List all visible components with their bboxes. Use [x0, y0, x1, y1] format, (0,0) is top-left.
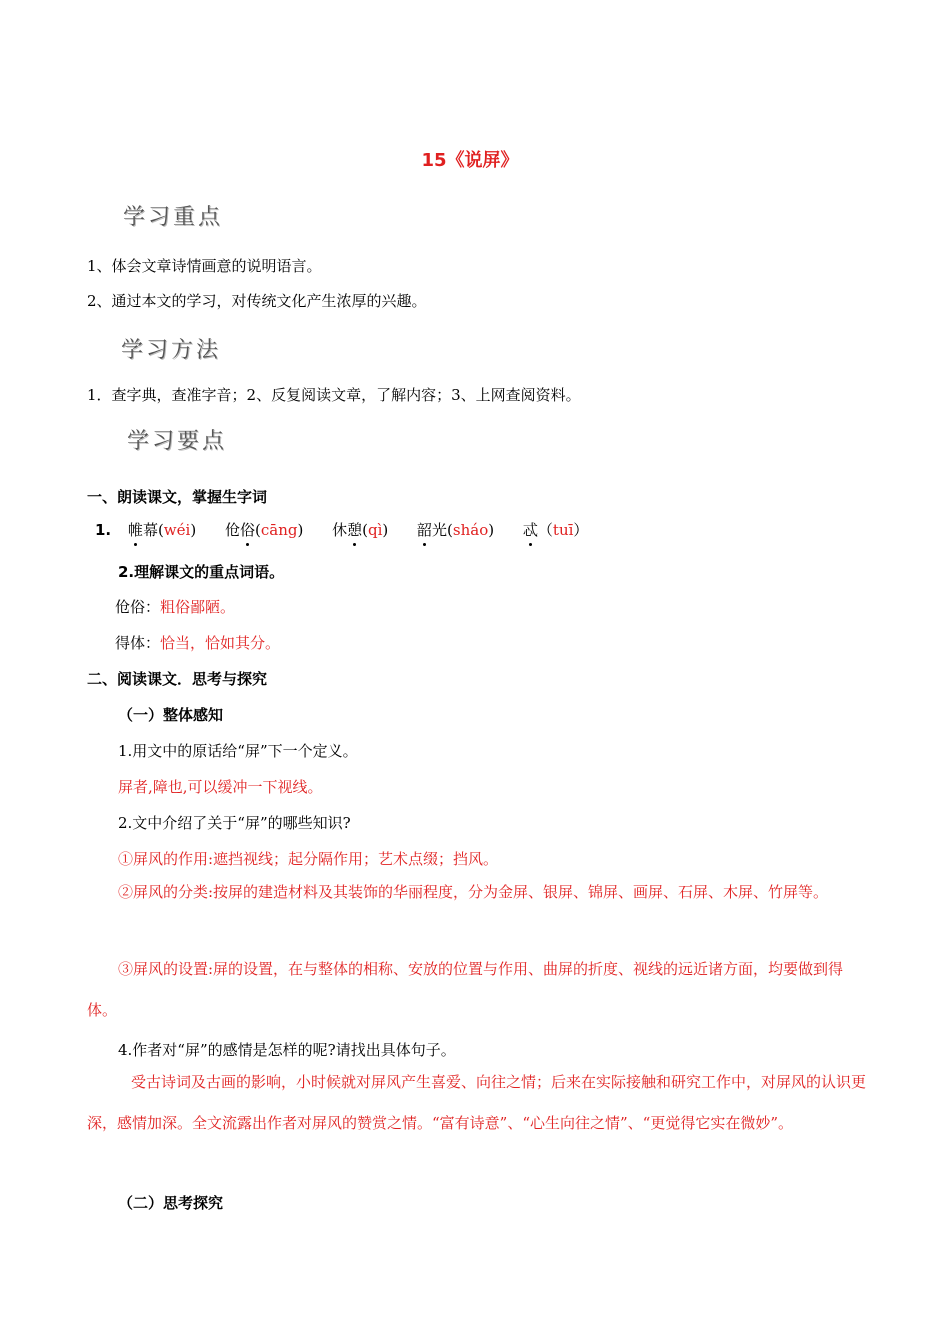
term-row-1: [115, 596, 235, 617]
section-heading-points: 学习要点: [127, 429, 228, 454]
answer-1: 屏者,障也,可以缓冲一下视线。: [118, 778, 323, 796]
question-4: 4.作者对“屏”的感情是怎样的呢?请找出具体句子。: [118, 1041, 456, 1059]
page-title: 15《说屏》: [421, 150, 519, 171]
term-row-2: [115, 632, 280, 653]
term-meaning: 恰当，恰如其分。: [160, 634, 281, 652]
part1-heading: 一、朗读课文，掌握生字词: [87, 488, 268, 506]
section-heading-method: 学习方法: [121, 338, 222, 363]
part1-sub2-heading: 2.理解课文的重点词语。: [118, 563, 285, 581]
vocab-item-4: 韶光(sháo): [417, 521, 495, 539]
focus-item-2: 2、通过本文的学习，对传统文化产生浓厚的兴趣。: [87, 292, 427, 310]
answer-2-item-3: ③屏风的设置:屏的设置，在与整体的相称、安放的位置与作用、曲屏的折度、视线的远近诸方面，均要做到得体。: [87, 960, 844, 1019]
answer-2-item-1: ①屏风的作用:遮挡视线；起分隔作用；艺术点缀；挡风。: [118, 850, 499, 868]
question-2: 2.文中介绍了关于“屏”的哪些知识?: [118, 814, 351, 832]
vocab-number: 1.: [95, 521, 112, 539]
part2-heading: 二、阅读课文．思考与探究: [87, 670, 268, 688]
part2-sub2-heading: （二）思考探究: [118, 1194, 224, 1212]
focus-item-1: 1、体会文章诗情画意的说明语言。: [87, 257, 322, 275]
answer-2-item-2: ②屏风的分类:按屏的建造材料及其装饰的华丽程度，分为金屏、银屏、锦屏、画屏、石屏、木屏、竹屏等。: [118, 883, 829, 901]
vocab-item-3: 休憩(qì): [332, 521, 389, 539]
vocab-list: [95, 519, 612, 540]
term-word: 得体：: [115, 634, 161, 652]
part2-sub1-heading: （一）整体感知: [118, 706, 224, 724]
section-heading-focus: 学习重点: [123, 205, 224, 230]
vocab-item-5: 忒（tuī）: [522, 521, 589, 539]
term-meaning: 粗俗鄙陋。: [160, 598, 236, 616]
answer-4: 受古诗词及古画的影响，小时候就对屏风产生喜爱、向往之情；后来在实际接触和研究工作中，对屏风的认识更深，感情加深。全文流露出作者对屏风的赞赏之情。“富有诗意”、“心生向往之情”、“更觉得它实在微妙”。: [87, 1073, 867, 1132]
vocab-item-2: 伧俗(cāng): [224, 521, 304, 539]
vocab-item-1: 帷幕(wéi): [127, 521, 197, 539]
method-text: 1．查字典，查准字音；2、反复阅读文章，了解内容；3、上网查阅资料。: [87, 386, 581, 404]
term-word: 伧俗：: [115, 598, 161, 616]
question-1: 1.用文中的原话给“屏”下一个定义。: [118, 742, 358, 760]
